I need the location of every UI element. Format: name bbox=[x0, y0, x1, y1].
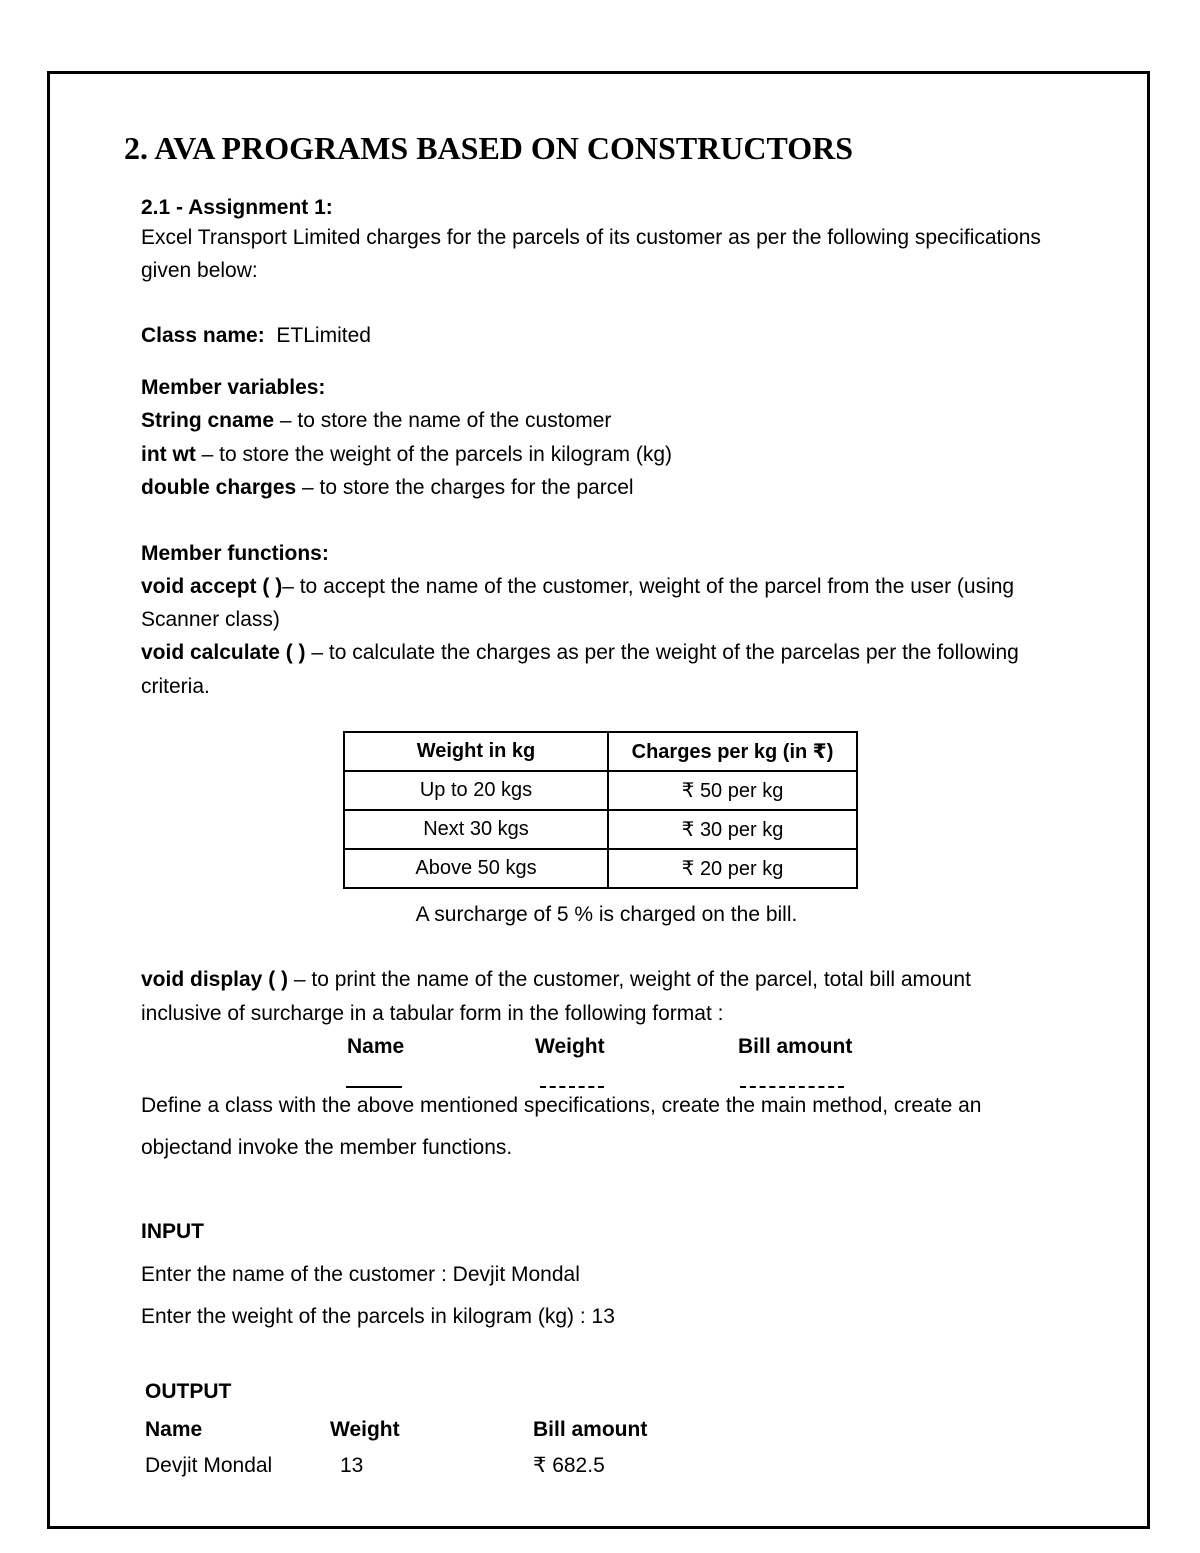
define-text-line2: objectand invoke the member functions. bbox=[141, 1136, 513, 1159]
format-header-bill: Bill amount bbox=[738, 1035, 853, 1058]
format-underline-name bbox=[346, 1086, 402, 1088]
display-function-line2: inclusive of surcharge in a tabular form in the following format : bbox=[141, 1002, 724, 1025]
function-name: void accept ( ) bbox=[141, 575, 283, 598]
table-cell: ₹ 50 per kg bbox=[608, 771, 857, 810]
function-desc: – to print the name of the customer, weight of the parcel, total bill amount bbox=[288, 968, 971, 991]
member-variable-1 bbox=[141, 409, 611, 433]
member-variables-heading: Member variables: bbox=[141, 376, 326, 399]
display-function-line1 bbox=[141, 968, 971, 992]
format-header-weight: Weight bbox=[535, 1035, 605, 1058]
output-value-name: Devjit Mondal bbox=[145, 1454, 273, 1477]
variable-name: double charges bbox=[141, 476, 297, 499]
table-header-cell: Weight in kg bbox=[344, 732, 608, 771]
input-line2: Enter the weight of the parcels in kilogram (kg) : 13 bbox=[141, 1305, 615, 1328]
format-underline-bill bbox=[740, 1086, 844, 1088]
table-cell: Above 50 kgs bbox=[344, 849, 608, 888]
table-row bbox=[344, 810, 857, 849]
table-cell: ₹ 30 per kg bbox=[608, 810, 857, 849]
variable-desc: – to store the charges for the parcel bbox=[296, 476, 634, 499]
output-header-bill: Bill amount bbox=[533, 1418, 648, 1441]
format-header-name: Name bbox=[347, 1035, 405, 1058]
output-header-weight: Weight bbox=[330, 1418, 400, 1441]
variable-desc: – to store the name of the customer bbox=[274, 409, 612, 432]
intro-text-line1: Excel Transport Limited charges for the parcels of its customer as per the following specifications bbox=[141, 226, 1041, 249]
intro-text-line2: given below: bbox=[141, 259, 258, 282]
output-header-name: Name bbox=[145, 1418, 203, 1441]
member-variable-2 bbox=[141, 443, 672, 467]
class-name-label: Class name: bbox=[141, 324, 265, 347]
member-functions-heading: Member functions: bbox=[141, 542, 329, 565]
variable-name: int wt bbox=[141, 443, 196, 466]
function-desc: – to calculate the charges as per the weight of the parcelas per the following bbox=[305, 641, 1019, 664]
define-text-line1: Define a class with the above mentioned specifications, create the main method, create an bbox=[141, 1094, 982, 1117]
table-row bbox=[344, 771, 857, 810]
input-line1: Enter the name of the customer : Devjit Mondal bbox=[141, 1263, 580, 1286]
input-heading: INPUT bbox=[141, 1220, 204, 1243]
output-heading: OUTPUT bbox=[145, 1380, 232, 1403]
table-cell: ₹ 20 per kg bbox=[608, 849, 857, 888]
assignment-label: 2.1 - Assignment 1: bbox=[141, 196, 333, 219]
format-underline-weight bbox=[540, 1086, 604, 1088]
class-name-value: ETLimited bbox=[276, 324, 371, 347]
accept-function-line1 bbox=[141, 575, 1014, 599]
variable-desc: – to store the weight of the parcels in kilogram (kg) bbox=[195, 443, 673, 466]
function-name: void display ( ) bbox=[141, 968, 289, 991]
accept-function-line2: Scanner class) bbox=[141, 608, 280, 631]
table-cell: Up to 20 kgs bbox=[344, 771, 608, 810]
output-value-bill: ₹ 682.5 bbox=[533, 1454, 605, 1477]
table-header-cell: Charges per kg (in ₹) bbox=[608, 732, 857, 771]
calculate-function-line1 bbox=[141, 641, 1019, 665]
member-variable-3 bbox=[141, 476, 634, 500]
class-name-line bbox=[141, 324, 371, 348]
table-row bbox=[344, 849, 857, 888]
calculate-function-line2: criteria. bbox=[141, 675, 210, 698]
charges-criteria-table bbox=[343, 731, 858, 889]
table-cell: Next 30 kgs bbox=[344, 810, 608, 849]
table-header-row bbox=[344, 732, 857, 771]
function-name: void calculate ( ) bbox=[141, 641, 306, 664]
page-title: 2. AVA PROGRAMS BASED ON CONSTRUCTORS bbox=[124, 130, 854, 166]
variable-name: String cname bbox=[141, 409, 275, 432]
surcharge-note: A surcharge of 5 % is charged on the bill. bbox=[415, 903, 798, 926]
output-value-weight: 13 bbox=[340, 1454, 364, 1477]
function-desc: – to accept the name of the customer, weight of the parcel from the user (using bbox=[282, 575, 1015, 598]
